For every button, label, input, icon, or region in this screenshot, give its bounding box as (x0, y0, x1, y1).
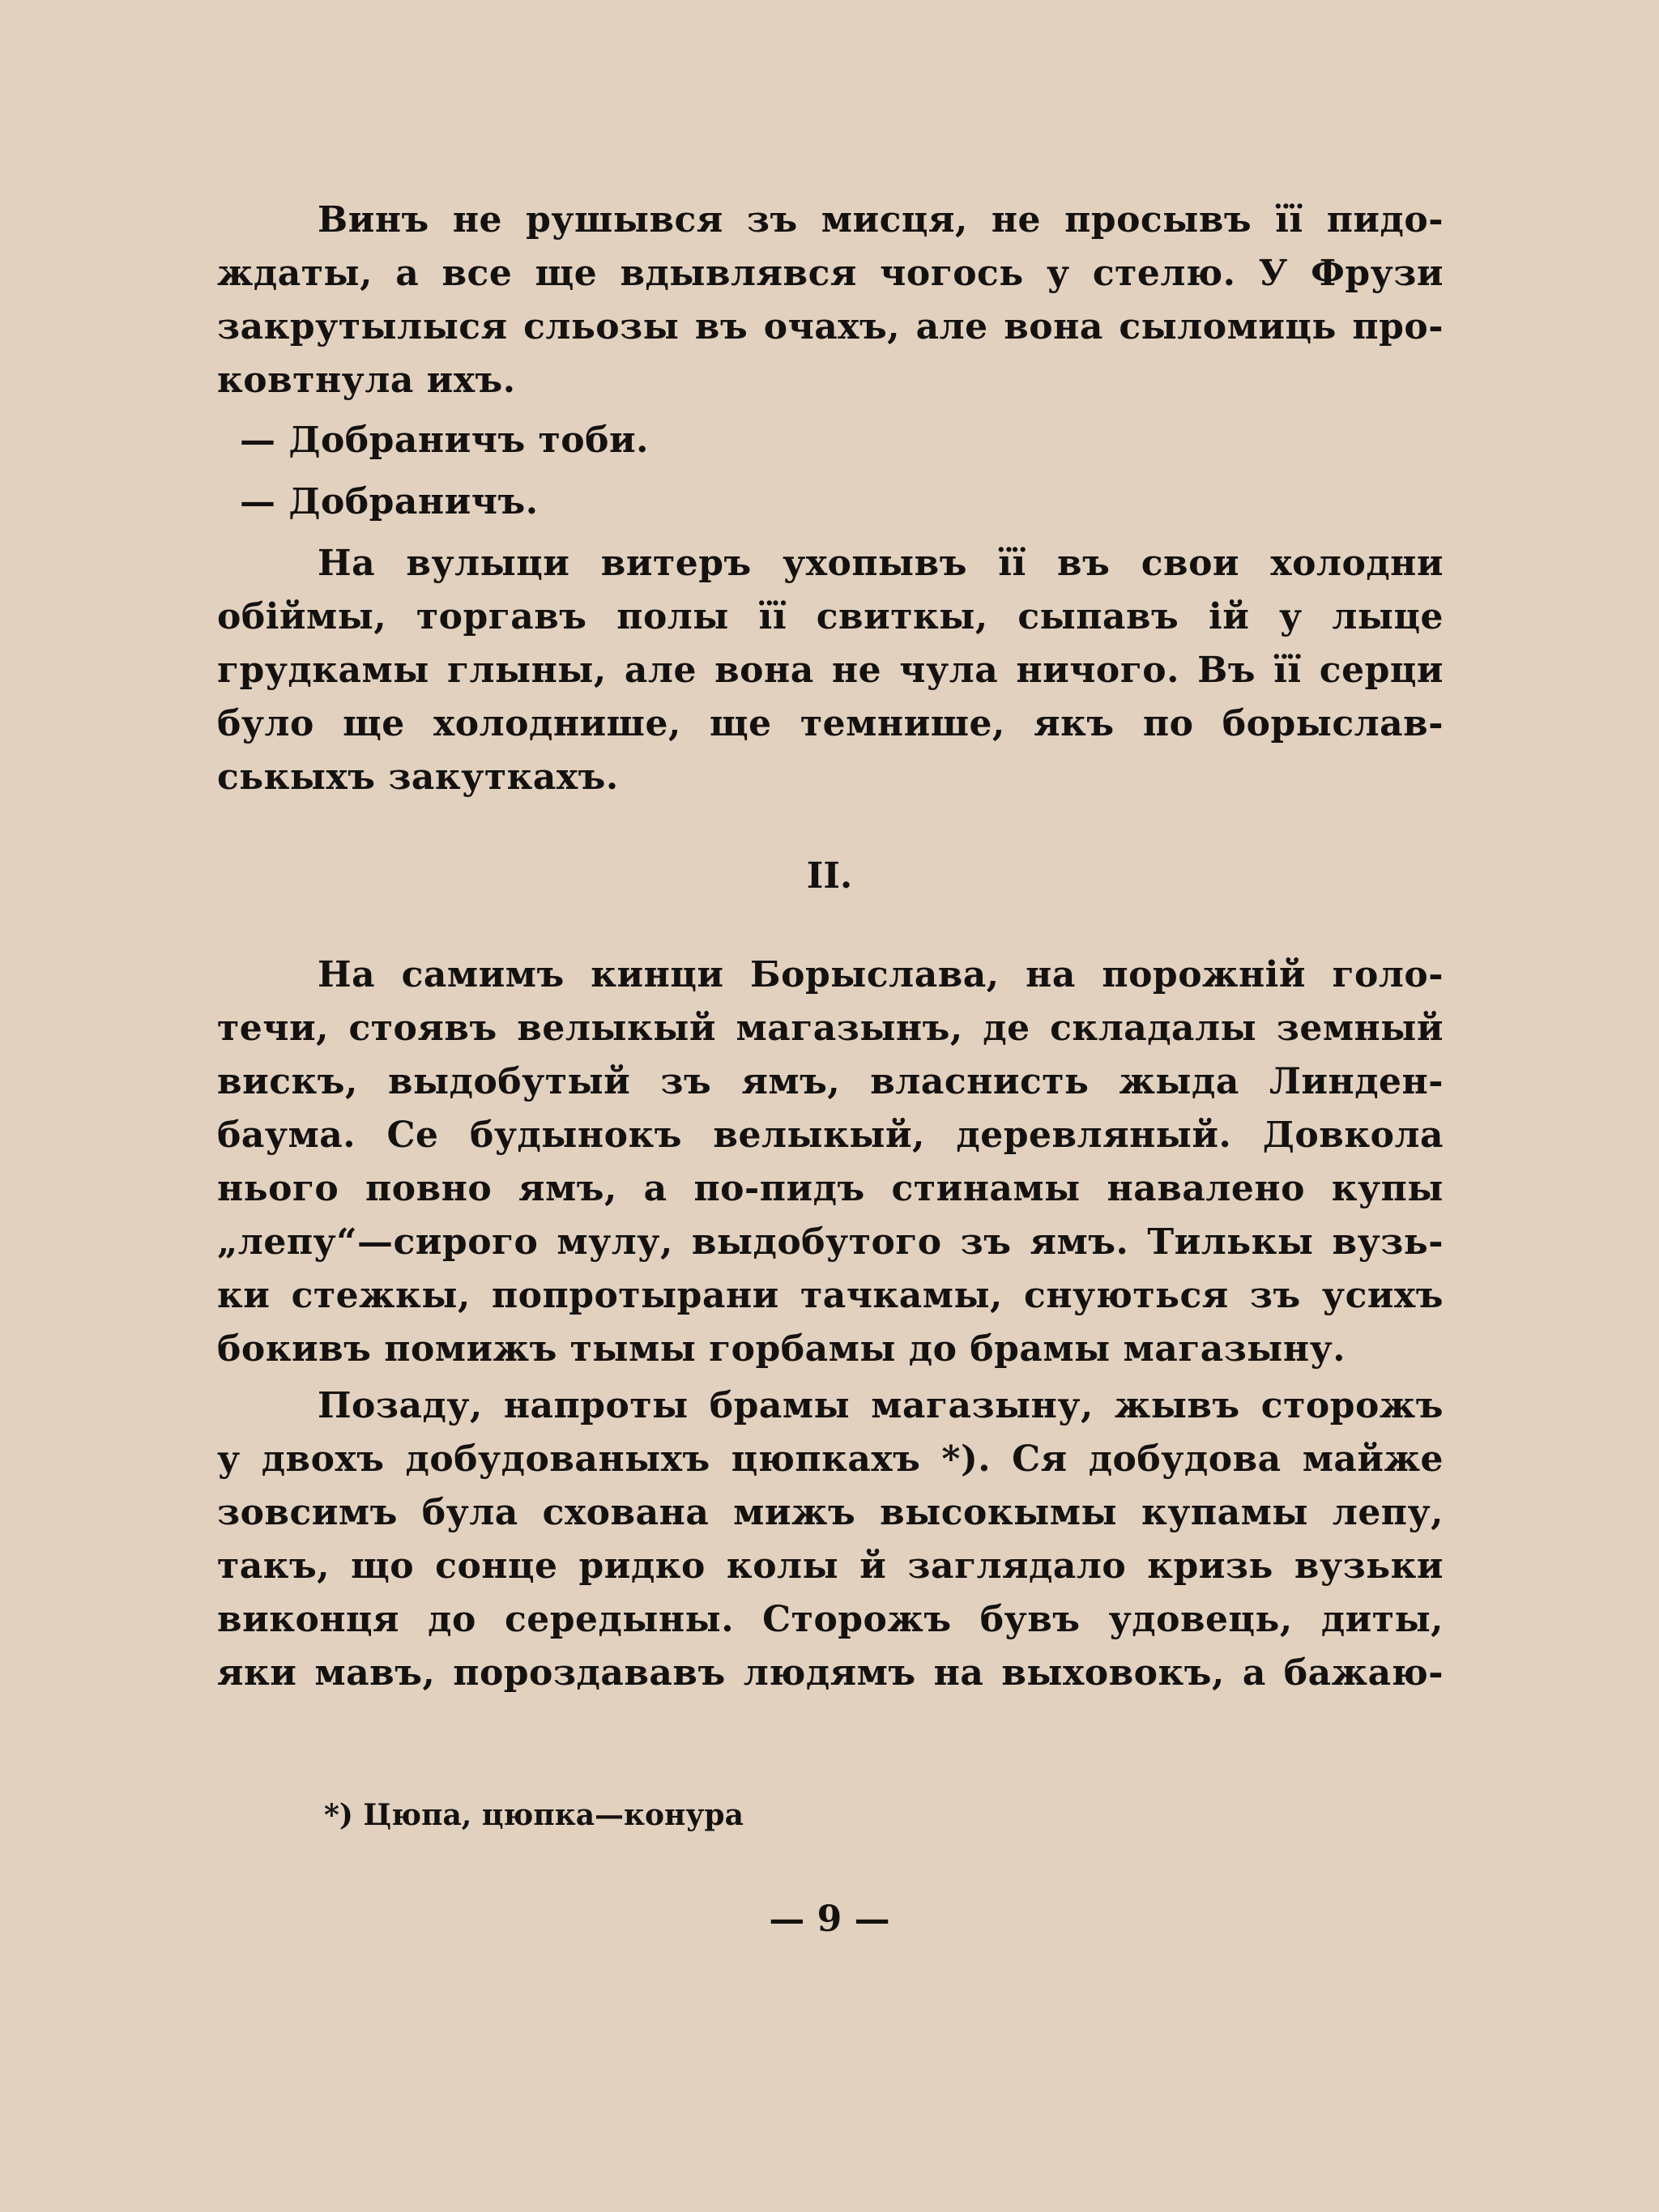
text-line: зовсимъ була схована мижъ высокымы купамы лепу, (217, 1492, 1444, 1533)
text-line: яки мавъ, пороздававъ людямъ на выховокъ, а бажаю- (217, 1652, 1444, 1694)
text-line: у двохъ добудованыхъ цюпкахъ *). Ся добудова майже (217, 1438, 1444, 1480)
text-line: На вулыци витеръ ухопывъ її въ свои холодни (318, 543, 1444, 584)
text-line: На самимъ кинци Борыслава, на порожній голо- (318, 954, 1444, 995)
text-line: вискъ, выдобутый зъ ямъ, власнисть жыда Линден- (217, 1061, 1444, 1102)
text-line: „лепу“—сирого мулу, выдобутого зъ ямъ. Тилькы вузь- (217, 1221, 1444, 1263)
page-number: — 9 — (769, 1899, 890, 1940)
text-line: Винъ не рушывся зъ мисця, не просывъ її пидо- (318, 199, 1444, 241)
text-line: нього повно ямъ, а по-пидъ стинамы навалено купы (217, 1168, 1444, 1209)
text-line: грудкамы глыны, але вона не чула ничого. Въ її серци (217, 650, 1444, 691)
text-line: течи, стоявъ велыкый магазынъ, де складалы земный (217, 1008, 1444, 1049)
text-line: ки стежкы, попротырани тачкамы, снуються зъ усихъ (217, 1275, 1444, 1316)
chapter-heading: II. (806, 855, 853, 897)
text-line: баума. Се будынокъ велыкый, деревляный. Довкола (217, 1115, 1444, 1156)
text-line: обiймы, торгавъ полы її свиткы, сыпавъ ій у лыце (217, 596, 1444, 637)
text-line: закрутылыся сльозы въ очахъ, але вона сыломиць про- (217, 306, 1444, 347)
dialogue-line: — Добраничъ. (240, 481, 539, 522)
text-line: Позаду, напроты брамы магазыну, жывъ сторожъ (318, 1385, 1444, 1426)
text-line: було ще холоднише, ще темнише, якъ по борыслав- (217, 703, 1444, 744)
text-line: такъ, що сонце ридко колы й заглядало кризь вузьки (217, 1545, 1444, 1587)
dialogue-line: — Добраничъ тоби. (240, 420, 649, 461)
text-line: ковтнула ихъ. (217, 360, 516, 401)
text-line: бокивъ помижъ тымы горбамы до брамы магазыну. (217, 1328, 1346, 1370)
text-line: ськыхъ закуткахъ. (217, 757, 619, 798)
text-line: ждаты, а все ще вдывлявся чогось у стелю. У Фрузи (217, 253, 1444, 294)
footnote: *) Цюпа, цюпка—конура (324, 1798, 744, 1832)
text-line: виконця до середыны. Сторожъ бувъ удовець, диты, (217, 1599, 1444, 1640)
